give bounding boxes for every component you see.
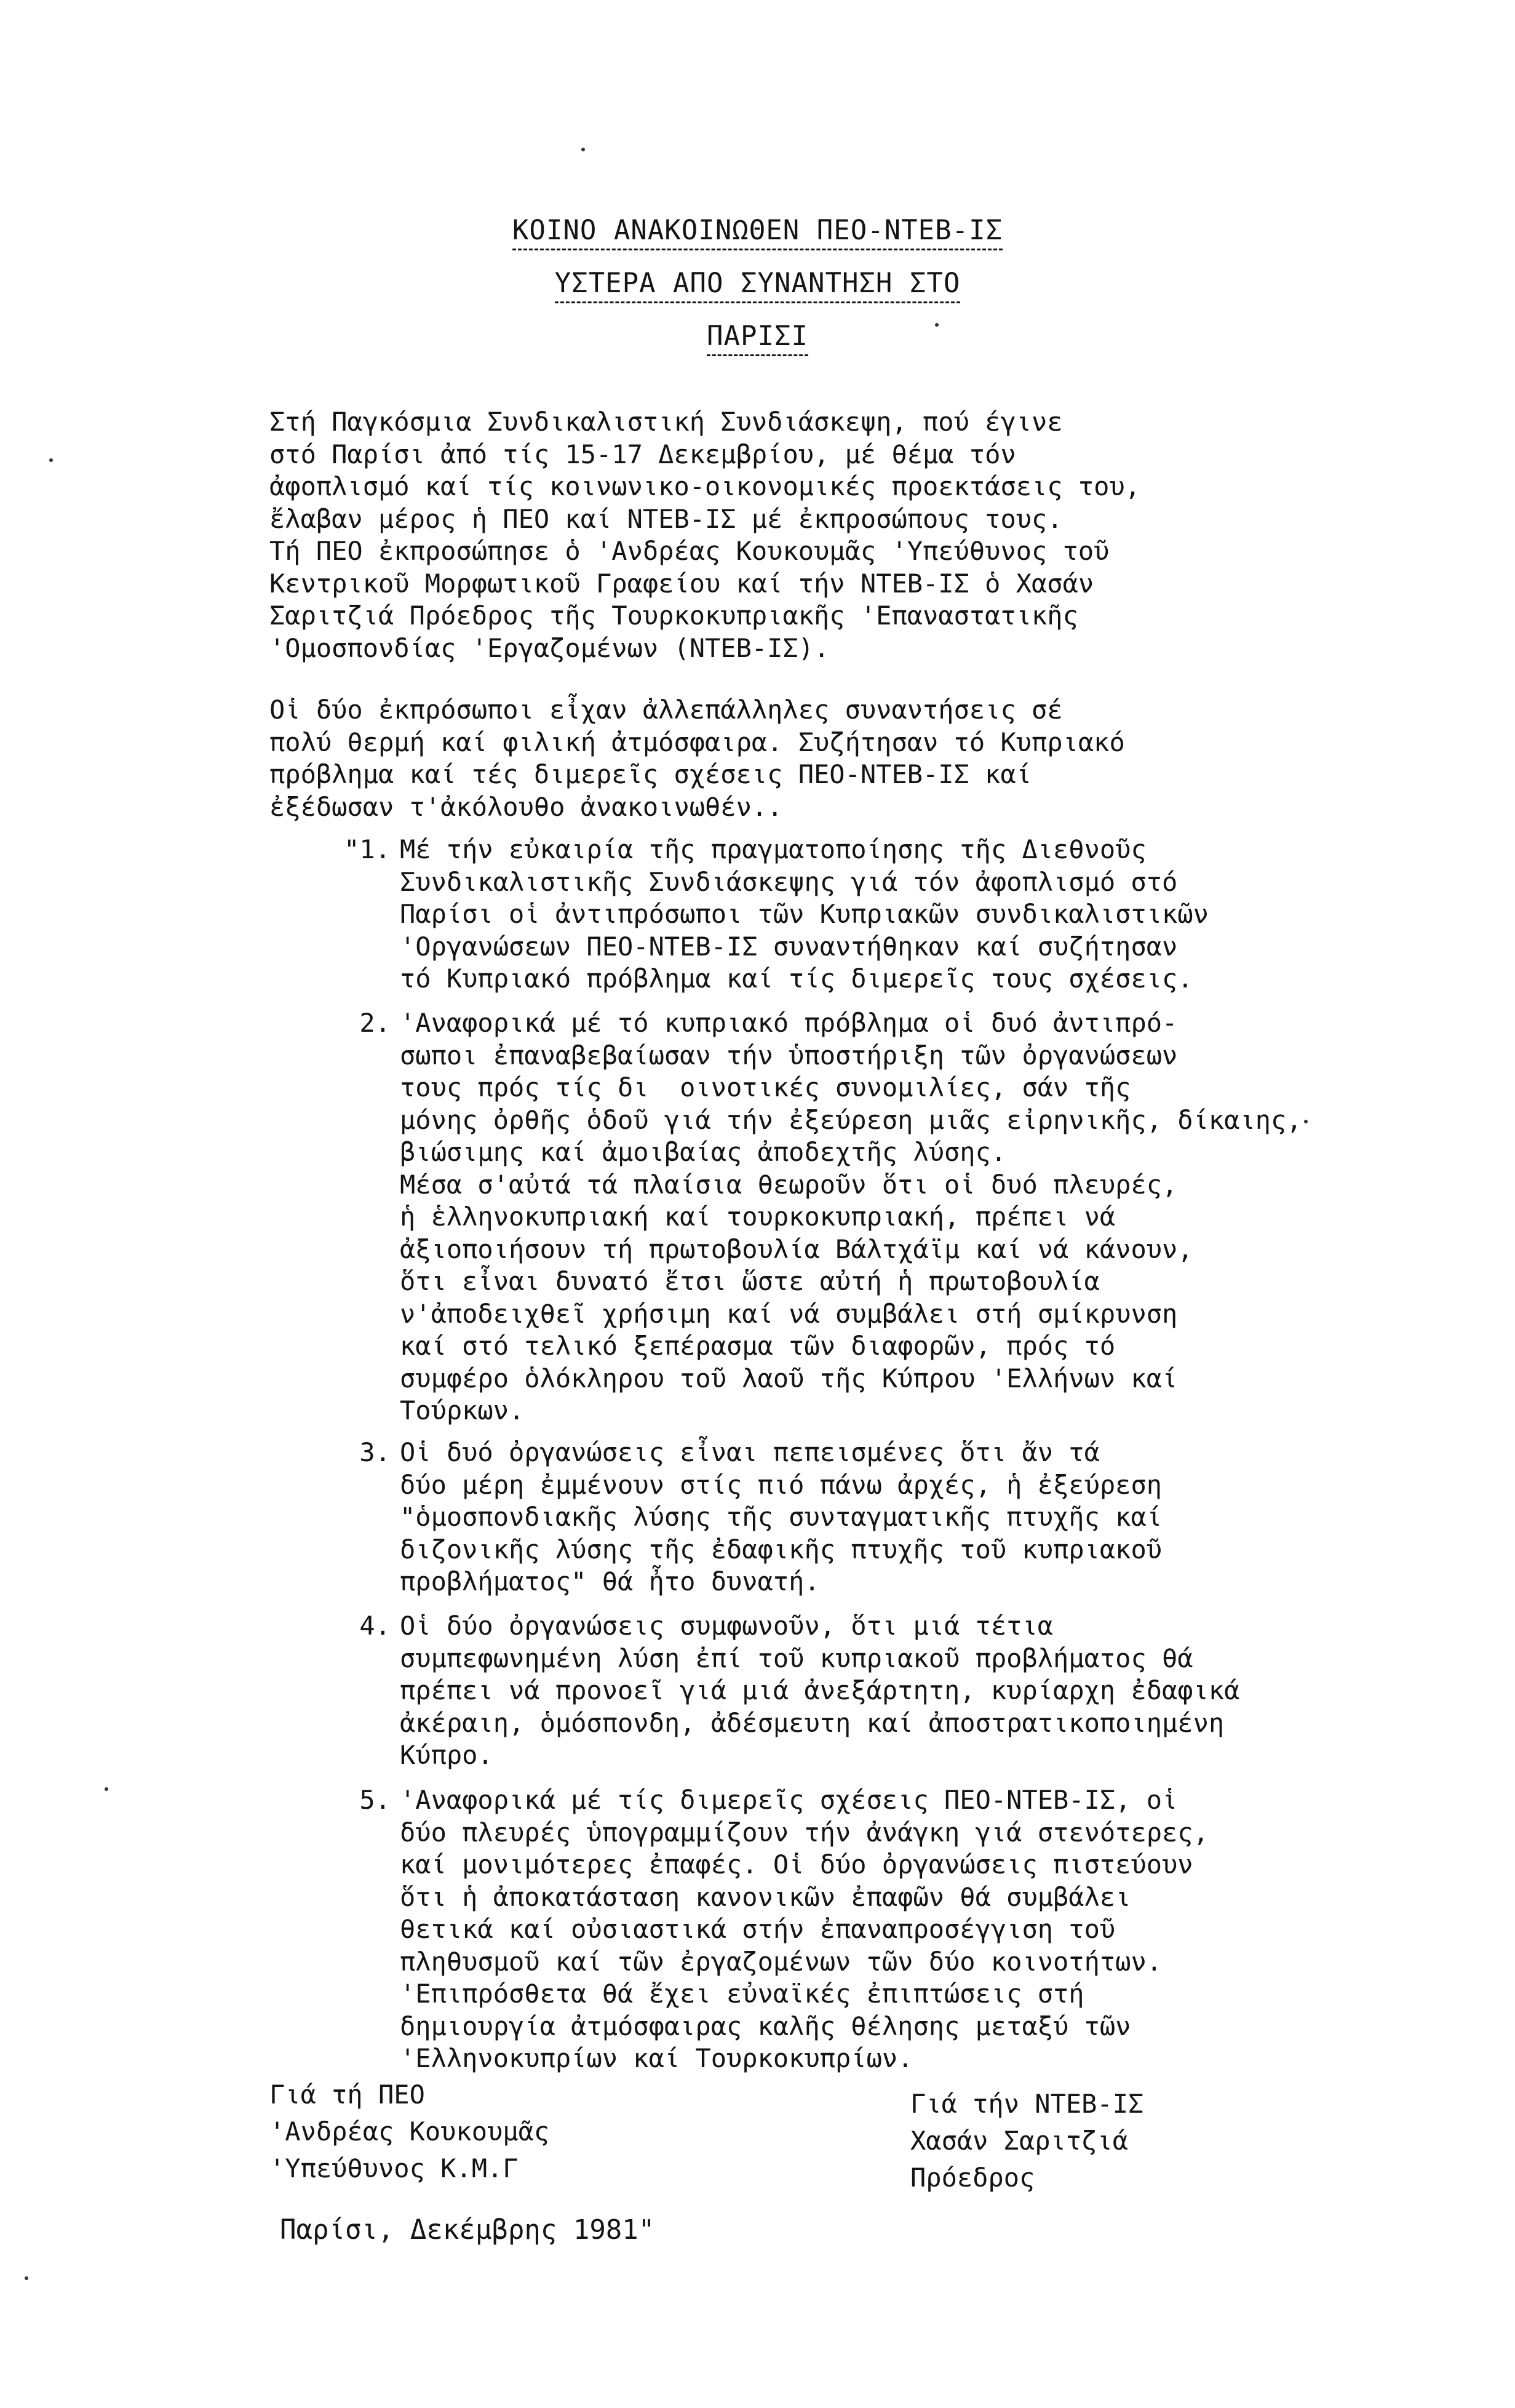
signature-block-right	[910, 2086, 1143, 2196]
scan-speck	[1304, 1120, 1308, 1123]
list-item-text: Μέ τήν εὐκαιρία τῆς πραγματοποίησης τῆς Διεθνοῦς Συνδικαλιστικῆς Συνδιάσκεψης γιά τόν ἀφοπλισμό στό Παρίσι οἱ ἀντιπρόσωποι τῶν Κυπριακῶν συνδικαλιστικῶν 'Οργανώσεων ΠΕΟ-ΝΤΕΒ-ΙΣ συναντήθηκαν καί συζήτησαν τό Κυπριακό πρόβλημα καί τίς διμερεῖς τους σχέσεις.	[400, 834, 1209, 994]
signature-left-name: 'Ανδρέας Κουκουμᾶς	[269, 2116, 550, 2147]
list-item-number: 3.	[359, 1437, 391, 1467]
title-block	[0, 212, 1515, 371]
scan-speck	[935, 323, 939, 327]
title-line-1: ΚΟΙΝΟ ΑΝΑΚΟΙΝΩΘΕΝ ΠΕΟ-ΝΤΕΒ-ΙΣ	[0, 212, 1515, 249]
signature-left-role: 'Υπεύθυνος Κ.Μ.Γ	[269, 2153, 519, 2183]
date-line: Παρίσι, Δεκέμβρης 1981"	[280, 2214, 655, 2246]
signature-left-org: Γιά τή ΠΕΟ	[269, 2079, 425, 2110]
list-item-text: Οἱ δυό ὀργανώσεις εἶναι πεπεισμένες ὅτι ἄν τά δύο μέρη ἐμμένουν στίς πιό πάνω ἀρχές, ἡ ἐξεύρεση "ὁμοσπονδιακῆς λύσης τῆς συνταγματικῆς πτυχῆς καί διζονικῆς λύσης τῆς ἐδαφικῆς πτυχῆς τοῦ κυπριακοῦ προβλήματος" θά ἦτο δυνατή.	[400, 1437, 1163, 1597]
title-line-3: ΠΑΡΙΣΙ	[0, 318, 1515, 355]
second-paragraph: Οἱ δύο ἐκπρόσωποι εἶχαν ἀλλεπάλληλες συναντήσεις σέ πολύ θερμή καί φιλική ἀτμόσφαιρα. Συζήτησαν τό Κυπριακό πρόβλημα καί τές διμερεῖς σχέσεις ΠΕΟ-ΝΤΕΒ-ΙΣ καί ἐξέδωσαν τ'ἀκόλουθο ἀνακοινωθέν..	[269, 695, 1125, 822]
signature-right-org: Γιά τήν ΝΤΕΒ-ΙΣ	[910, 2089, 1144, 2119]
list-item-number: 2.	[359, 1008, 391, 1038]
title-line-2: ΥΣΤΕΡΑ ΑΠΟ ΣΥΝΑΝΤΗΣΗ ΣΤΟ	[0, 265, 1515, 302]
scan-speck	[49, 458, 53, 462]
list-item-text: Οἱ δύο ὀργανώσεις συμφωνοῦν, ὅτι μιά τέτια συμπεφωνημένη λύση ἐπί τοῦ κυπριακοῦ προβλήματος θά πρέπει νά προνοεῖ γιά μιά ἀνεξάρτητη, κυρίαρχη ἐδαφικά ἀκέραιη, ὁμόσπονδη, ἀδέσμευτη καί ἀποστρατικοποιημένη Κύπρο.	[400, 1611, 1240, 1770]
list-item-number: 5.	[359, 1785, 391, 1815]
signature-right-role: Πρόεδρος	[910, 2163, 1035, 2193]
scan-speck	[105, 1787, 108, 1791]
scan-speck	[581, 148, 585, 151]
list-item-text: 'Αναφορικά μέ τίς διμερεῖς σχέσεις ΠΕΟ-ΝΤΕΒ-ΙΣ, οἱ δύο πλευρές ὑπογραμμίζουν τήν ἀνάγκη γιά στενότερες, καί μονιμότερες ἐπαφές. Οἱ δύο ὀργανώσεις πιστεύουν ὅτι ἡ ἀποκατάσταση κανονικῶν ἐπαφῶν θά συμβάλει θετικά καί οὐσιαστικά στήν ἐπαναπροσέγγιση τοῦ πληθυσμοῦ καί τῶν ἐργαζομένων τῶν δύο κοινοτήτων. 'Επιπρόσθετα θά ἔχει εὐναϊκές ἐπιπτώσεις στή δημιουργία ἀτμόσφαιρας καλῆς θέλησης μεταξύ τῶν 'Ελληνοκυπρίων καί Τουρκοκυπρίων.	[400, 1785, 1209, 2073]
signature-block-left	[269, 2076, 549, 2187]
signature-right-name: Χασάν Σαριτζιά	[910, 2126, 1129, 2156]
scan-speck	[25, 2276, 28, 2280]
list-item-text: 'Αναφορικά μέ τό κυπριακό πρόβλημα οἱ δυό ἀντιπρό- σωποι ἐπαναβεβαίωσαν τήν ὑποστήριξη τῶν ὀργανώσεων τους πρός τίς δι οινοτικές συνομιλίες, σάν τῆς μόνης ὀρθῆς ὁδοῦ γιά τήν ἐξεύρεση μιᾶς εἰρηνικῆς, δίκαιης, βιώσιμης καί ἀμοιβαίας ἀποδεχτῆς λύσης. Μέσα σ'αὐτά τά πλαίσια θεωροῦν ὅτι οἱ δυό πλευρές, ἡ ἑλληνοκυπριακή καί τουρκοκυπριακή, πρέπει νά ἀξιοποιήσουν τή πρωτοβουλία Βάλτχάϊμ καί νά κάνουν, ὅτι εἶναι δυνατό ἔτσι ὥστε αὐτή ἡ πρωτοβουλία ν'ἀποδειχθεῖ χρήσιμη καί νά συμβάλει στή σμίκρυνση καί στό τελικό ξεπέρασμα τῶν διαφορῶν, πρός τό συμφέρο ὁλόκληρου τοῦ λαοῦ τῆς Κύπρου 'Ελλήνων καί Τούρκων.	[400, 1008, 1302, 1425]
list-item-number: 4.	[359, 1611, 391, 1641]
list-item-number: "1.	[344, 834, 391, 864]
intro-paragraph: Στή Παγκόσμια Συνδικαλιστική Συνδιάσκεψη, πού έγινε στό Παρίσι ἀπό τίς 15-17 Δεκεμβρίου, μέ θέμα τόν ἀφοπλισμό καί τίς κοινωνικο-οικονομικές προεκτάσεις του, ἔλαβαν μέρος ἡ ΠΕΟ καί ΝΤΕΒ-ΙΣ μέ ἐκπροσώπους τους. Τή ΠΕΟ ἐκπροσώπησε ὁ 'Ανδρέας Κουκουμᾶς 'Υπεύθυνος τοῦ Κεντρικοῦ Μορφωτικοῦ Γραφείου καί τήν ΝΤΕΒ-ΙΣ ὁ Χασάν Σαριτζιά Πρόεδρος τῆς Τουρκοκυπριακῆς 'Επαναστατικῆς 'Ομοσπονδίας 'Εργαζομένων (ΝΤΕΒ-ΙΣ).	[269, 407, 1141, 663]
